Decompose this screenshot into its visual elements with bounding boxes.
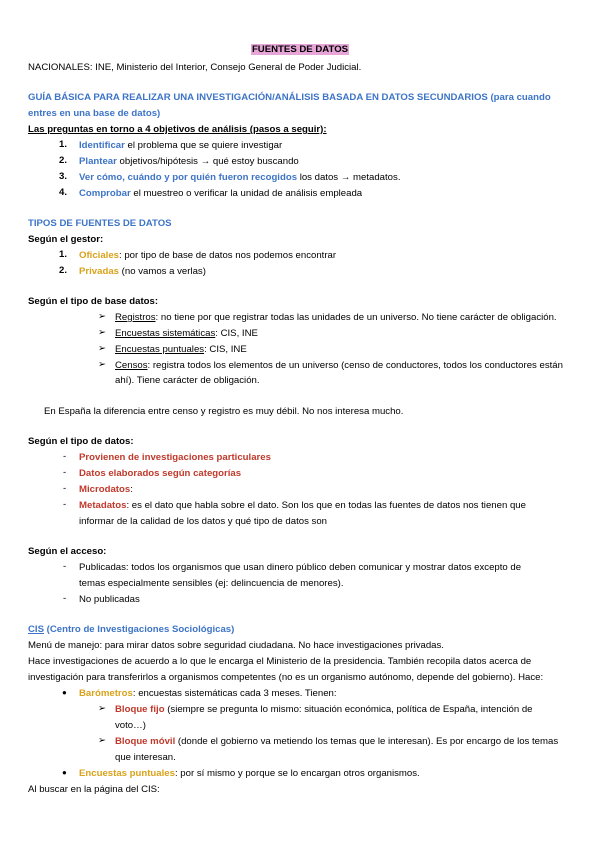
dash-bullet: - (63, 451, 67, 462)
dash-bullet: - (63, 483, 67, 494)
guia-heading-1: GUÍA BÁSICA PARA REALIZAR UNA INVESTIGACIÓN/ANÁLISIS BASADA EN DATOS SECUNDARIOS (para cuando (28, 92, 551, 103)
datos-item: Datos elaborados según categorías (79, 468, 242, 479)
datos-item: Microdatos: (79, 484, 133, 495)
cis-heading: CIS (Centro de Investigaciones Sociológicas) (28, 624, 235, 635)
gestor-item: Oficiales: por tipo de base de datos nos podemos encontrar (79, 250, 337, 261)
base-item: Encuestas puntuales: CIS, INE (115, 344, 247, 355)
dash-bullet: - (63, 561, 67, 572)
dash-bullet: - (63, 467, 67, 478)
dash-bullet: - (63, 593, 67, 604)
datos-item: Metadatos: es el dato que habla sobre el dato. Son los que en todas las fuentes de datos nos tienen que (79, 500, 526, 511)
round-bullet: ● (62, 688, 67, 697)
step-item: Ver cómo, cuándo y por quién fueron recogidos los datos → metadatos. (79, 172, 401, 183)
datos-item-continuation: informar de la calidad de los datos y qué tipo de datos son (79, 516, 327, 527)
bloque-movil-item: Bloque móvil (donde el gobierno va metiendo los temas que le interesan). Es por encargo de los temas (115, 736, 559, 747)
arrow-bullet-icon: ➢ (98, 703, 107, 714)
step-number: 3. (59, 171, 68, 182)
cis-hace-2: investigación para transferirlos a organismos competentes (no es un organismo autónomo, depende del gobierno). Hace: (28, 672, 544, 683)
dash-bullet: - (63, 499, 67, 510)
step-number: 2. (59, 155, 68, 166)
bloque-fijo-item: Bloque fijo (siempre se pregunta lo mismo: situación económica, política de España, intención de (115, 704, 533, 715)
arrow-bullet-icon: ➢ (98, 327, 107, 338)
gestor-number: 2. (59, 265, 68, 276)
step-item: Comprobar el muestreo o verificar la unidad de análisis empleada (79, 188, 363, 199)
base-item: Registros: no tiene por que registrar todas las unidades de un universo. No tiene carácter de obligación. (115, 312, 557, 323)
espana-note: En España la diferencia entre censo y registro es muy débil. No nos interesa mucho. (44, 406, 404, 417)
base-item: Encuestas sistemáticas: CIS, INE (115, 328, 258, 339)
nacionales-line: NACIONALES: INE, Ministerio del Interior, Consejo General de Poder Judicial. (28, 62, 362, 73)
round-bullet: ● (62, 768, 67, 777)
bloque-fijo-continuation: voto…) (115, 720, 146, 731)
gestor-label: Según el gestor: (28, 234, 104, 245)
step-number: 4. (59, 187, 68, 198)
base-item: Censos: registra todos los elementos de un universo (censo de conductores, todos los conductores están (115, 360, 563, 371)
acceso-label: Según el acceso: (28, 546, 107, 557)
step-item: Identificar el problema que se quiere investigar (79, 140, 283, 151)
barometros-item: Barómetros: encuestas sistemáticas cada 3 meses. Tienen: (79, 688, 337, 699)
cis-manejo: Menú de manejo: para mirar datos sobre seguridad ciudadana. No hace investigaciones privadas. (28, 640, 444, 651)
acceso-item: Publicadas: todos los organismos que usan dinero público deben comunicar y mostrar datos excepto de (79, 562, 522, 573)
bloque-movil-continuation: que interesan. (115, 752, 176, 763)
tipos-heading: TIPOS DE FUENTES DE DATOS (28, 218, 172, 229)
datos-item: Provienen de investigaciones particulares (79, 452, 271, 463)
base-label: Según el tipo de base datos: (28, 296, 159, 307)
page-title: FUENTES DE DATOS (251, 44, 349, 55)
arrow-bullet-icon: ➢ (98, 311, 107, 322)
guia-subheading: Las preguntas en torno a 4 objetivos de análisis (pasos a seguir): (28, 124, 327, 135)
cis-buscar: Al buscar en la página del CIS: (28, 784, 160, 795)
puntuales-item: Encuestas puntuales: por sí mismo y porque se lo encargan otros organismos. (79, 768, 420, 779)
acceso-item: No publicadas (79, 594, 140, 605)
arrow-bullet-icon: ➢ (98, 359, 107, 370)
acceso-item-continuation: temas especialmente sensibles (ej: delincuencia de menores). (79, 578, 344, 589)
step-item: Plantear objetivos/hipótesis → qué estoy buscando (79, 156, 299, 167)
arrow-bullet-icon: ➢ (98, 735, 107, 746)
arrow-bullet-icon: ➢ (98, 343, 107, 354)
cis-link[interactable]: CIS (28, 624, 44, 635)
cis-hace-1: Hace investigaciones de acuerdo a lo que le encarga el Ministerio de la presidencia. También recopila datos acerca de (28, 656, 532, 667)
step-number: 1. (59, 139, 68, 150)
base-item-continuation: ahí). Tiene carácter de obligación. (115, 375, 260, 386)
datos-label: Según el tipo de datos: (28, 436, 134, 447)
guia-heading-2: entres en una base de datos) (28, 108, 161, 119)
gestor-number: 1. (59, 249, 68, 260)
gestor-item: Privadas (no vamos a verlas) (79, 266, 206, 277)
